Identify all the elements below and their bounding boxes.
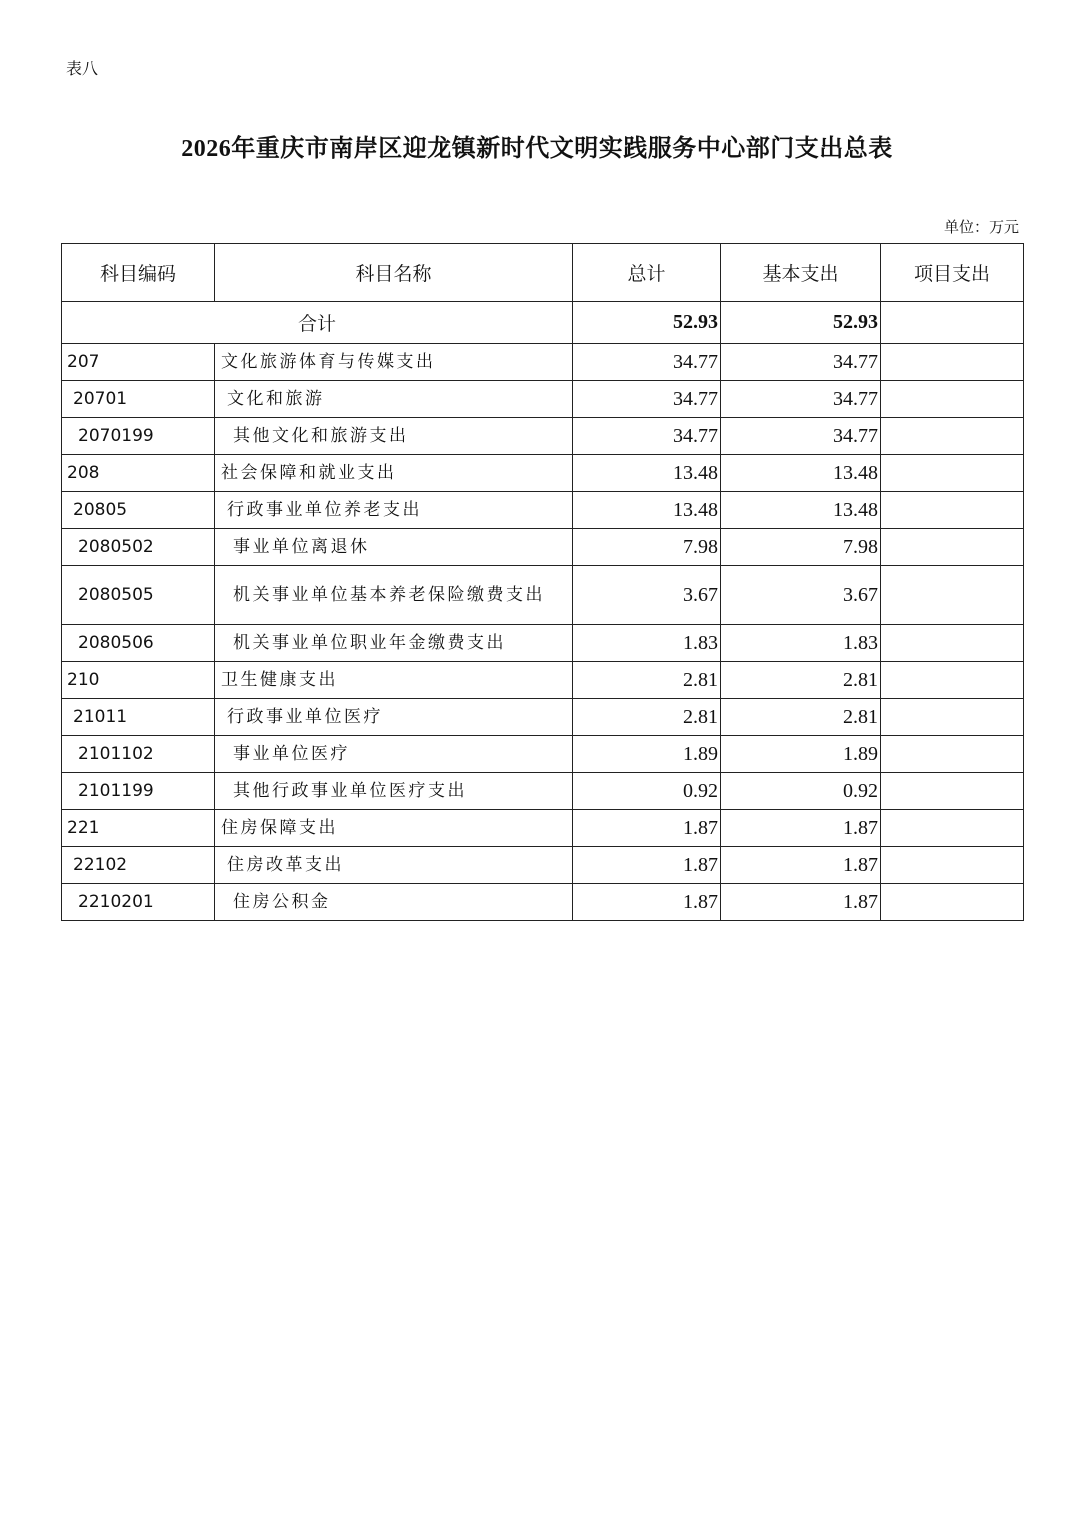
row-name-text: 机关事业单位基本养老保险缴费支出 bbox=[233, 585, 545, 605]
header-name: 科目名称 bbox=[215, 244, 573, 302]
row-name: 其他行政事业单位医疗支出 bbox=[215, 773, 573, 810]
row-basic: 1.87 bbox=[721, 884, 881, 921]
row-name bbox=[215, 566, 573, 625]
row-total: 1.89 bbox=[573, 736, 721, 773]
row-code: 221 bbox=[62, 810, 215, 847]
header-project: 项目支出 bbox=[881, 244, 1024, 302]
row-project bbox=[881, 773, 1024, 810]
row-basic: 34.77 bbox=[721, 344, 881, 381]
row-project bbox=[881, 625, 1024, 662]
row-total: 34.77 bbox=[573, 381, 721, 418]
row-project bbox=[881, 847, 1024, 884]
table-row bbox=[62, 773, 1024, 810]
header-row bbox=[62, 244, 1024, 302]
row-total: 7.98 bbox=[573, 529, 721, 566]
row-name: 其他文化和旅游支出 bbox=[215, 418, 573, 455]
row-project bbox=[881, 492, 1024, 529]
row-name: 行政事业单位医疗 bbox=[215, 699, 573, 736]
row-name: 社会保障和就业支出 bbox=[215, 455, 573, 492]
row-project bbox=[881, 662, 1024, 699]
row-project bbox=[881, 418, 1024, 455]
row-basic: 1.87 bbox=[721, 810, 881, 847]
header-code: 科目编码 bbox=[62, 244, 215, 302]
table-row bbox=[62, 736, 1024, 773]
row-project bbox=[881, 529, 1024, 566]
table-row bbox=[62, 529, 1024, 566]
unit-note: 单位：万元 bbox=[943, 218, 1019, 236]
row-total: 1.87 bbox=[573, 884, 721, 921]
row-project bbox=[881, 699, 1024, 736]
table-row bbox=[62, 810, 1024, 847]
row-total: 1.83 bbox=[573, 625, 721, 662]
row-project bbox=[881, 566, 1024, 625]
row-basic: 1.87 bbox=[721, 847, 881, 884]
row-basic: 0.92 bbox=[721, 773, 881, 810]
total-project bbox=[881, 302, 1024, 344]
row-total: 34.77 bbox=[573, 418, 721, 455]
row-basic: 13.48 bbox=[721, 492, 881, 529]
row-name: 文化旅游体育与传媒支出 bbox=[215, 344, 573, 381]
row-name: 机关事业单位职业年金缴费支出 bbox=[215, 625, 573, 662]
header-basic: 基本支出 bbox=[721, 244, 881, 302]
total-total: 52.93 bbox=[573, 302, 721, 344]
row-code: 20805 bbox=[62, 492, 215, 529]
row-project bbox=[881, 736, 1024, 773]
row-basic: 3.67 bbox=[721, 566, 881, 625]
row-code: 2101199 bbox=[62, 773, 215, 810]
row-code: 21011 bbox=[62, 699, 215, 736]
row-basic: 7.98 bbox=[721, 529, 881, 566]
row-code: 2210201 bbox=[62, 884, 215, 921]
row-name: 住房公积金 bbox=[215, 884, 573, 921]
table-label: 表八 bbox=[66, 59, 99, 78]
row-name: 住房改革支出 bbox=[215, 847, 573, 884]
table-row bbox=[62, 381, 1024, 418]
row-code: 2070199 bbox=[62, 418, 215, 455]
row-basic: 2.81 bbox=[721, 662, 881, 699]
row-total: 3.67 bbox=[573, 566, 721, 625]
row-project bbox=[881, 810, 1024, 847]
total-label: 合计 bbox=[62, 302, 573, 344]
table-row bbox=[62, 662, 1024, 699]
row-name: 事业单位医疗 bbox=[215, 736, 573, 773]
expenditure-table bbox=[61, 243, 1024, 921]
row-project bbox=[881, 381, 1024, 418]
row-project bbox=[881, 884, 1024, 921]
row-code: 210 bbox=[62, 662, 215, 699]
row-code: 20701 bbox=[62, 381, 215, 418]
row-basic: 13.48 bbox=[721, 455, 881, 492]
page-title: 2026年重庆市南岸区迎龙镇新时代文明实践服务中心部门支出总表 bbox=[181, 136, 893, 162]
table-row bbox=[62, 566, 1024, 625]
row-basic: 34.77 bbox=[721, 418, 881, 455]
row-code: 2080505 bbox=[62, 566, 215, 625]
row-total: 13.48 bbox=[573, 455, 721, 492]
row-total: 1.87 bbox=[573, 847, 721, 884]
row-total: 13.48 bbox=[573, 492, 721, 529]
row-name: 文化和旅游 bbox=[215, 381, 573, 418]
table-row bbox=[62, 418, 1024, 455]
row-basic: 1.83 bbox=[721, 625, 881, 662]
table-row bbox=[62, 699, 1024, 736]
row-name: 住房保障支出 bbox=[215, 810, 573, 847]
table-row bbox=[62, 847, 1024, 884]
row-name: 行政事业单位养老支出 bbox=[215, 492, 573, 529]
table-row bbox=[62, 455, 1024, 492]
row-name: 卫生健康支出 bbox=[215, 662, 573, 699]
row-code: 2080506 bbox=[62, 625, 215, 662]
row-total: 2.81 bbox=[573, 699, 721, 736]
row-basic: 2.81 bbox=[721, 699, 881, 736]
table-row bbox=[62, 492, 1024, 529]
row-total: 0.92 bbox=[573, 773, 721, 810]
header-total: 总计 bbox=[573, 244, 721, 302]
row-code: 2080502 bbox=[62, 529, 215, 566]
row-project bbox=[881, 455, 1024, 492]
row-code: 22102 bbox=[62, 847, 215, 884]
row-total: 1.87 bbox=[573, 810, 721, 847]
row-name: 事业单位离退休 bbox=[215, 529, 573, 566]
table-row bbox=[62, 884, 1024, 921]
total-basic: 52.93 bbox=[721, 302, 881, 344]
row-total: 34.77 bbox=[573, 344, 721, 381]
row-code: 208 bbox=[62, 455, 215, 492]
row-total: 2.81 bbox=[573, 662, 721, 699]
row-code: 207 bbox=[62, 344, 215, 381]
row-code: 2101102 bbox=[62, 736, 215, 773]
row-basic: 34.77 bbox=[721, 381, 881, 418]
row-basic: 1.89 bbox=[721, 736, 881, 773]
total-row bbox=[62, 302, 1024, 344]
table-row bbox=[62, 344, 1024, 381]
table-row bbox=[62, 625, 1024, 662]
row-project bbox=[881, 344, 1024, 381]
